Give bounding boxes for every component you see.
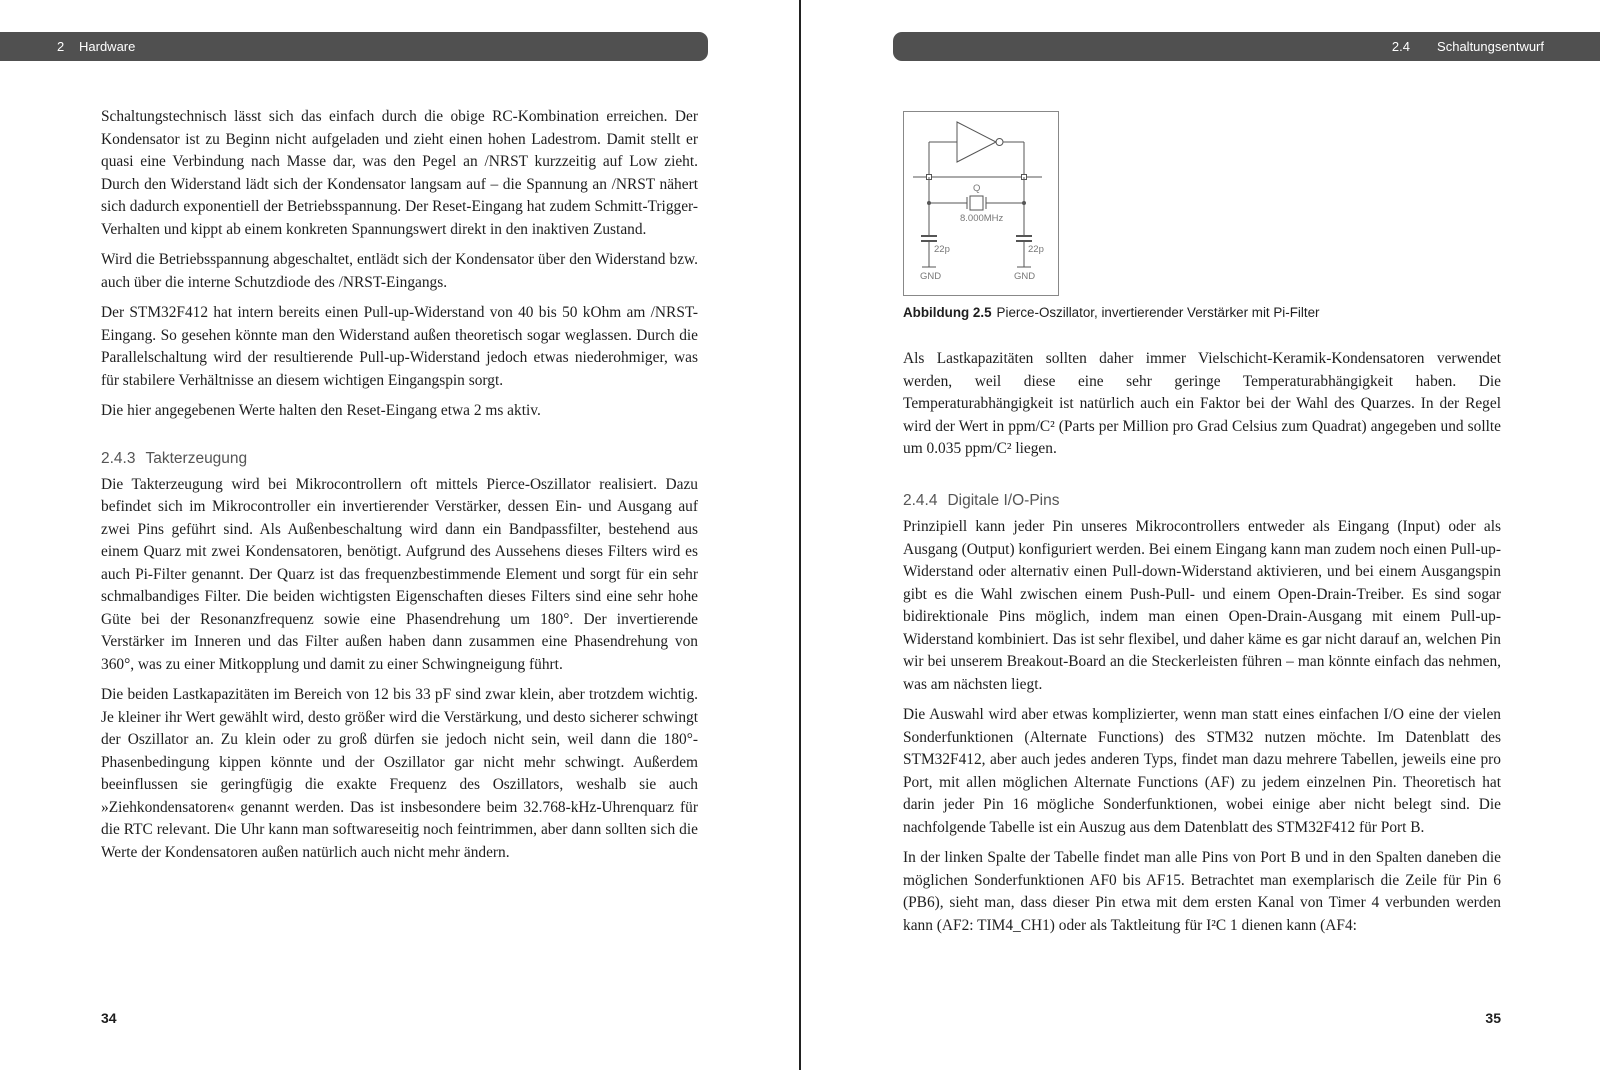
paragraph: Die Auswahl wird aber etwas komplizierter, wenn man statt eines einfachen I/O eine der vielen Sonderfunktionen (Alternate Functions) des STM32 nutzen möchte. Im Datenblatt des STM32F412, aber auch jedes anderen Typs, findet man dazu mehrere Tabellen, jeweils eine pro Port, mit allen möglichen Alternate Functions (AF) zu jedem einzelnen Pin. Theoretisch hat darin jeder Pin 16 mögliche Sonderfunktionen, wobei einige aber nicht belegt sind. Die nachfolgende Tabelle ist ein Auszug aus dem Datenblatt des STM32F412 für Port B. <box>903 706 1501 836</box>
running-header-left <box>0 32 708 61</box>
paragraph: Die Takterzeugung wird bei Mikrocontrollern oft mittels Pierce-Oszillator realisiert. Dazu befindet sich im Mikrocontroller ein invertierender Verstärker, dessen Ein- und Ausgang auf zwei Pins geführt sind. Als Außenbeschaltung wird dann ein Bandpassfilter, bestehend aus einem Quarz mit zwei Kondensatoren, benötigt. Aufgrund des Aussehens dieses Filters wird es auch Pi-Filter genannt. Der Quarz ist das frequenzbestimmende Element und sorgt für ein sehr schmalbandiges Filter. Die beiden wichtigsten Eigenschaften dieses Filters sind eine sehr hohe Güte bei der Resonanzfrequenz sowie eine Phasendrehung um 180°. Der invertierende Verstärker im Inneren und das Filter außen haben dann zusammen eine Phasendrehung von 360°, was zu einer Mitkopplung und damit zu einer Schwingneigung führt. <box>101 475 698 673</box>
section-number: 2.4 <box>1391 39 1410 54</box>
inverter-symbol <box>957 122 996 162</box>
section-number: 2.4.3 <box>101 449 136 467</box>
running-header-right <box>893 32 1600 61</box>
gnd-right-label: GND <box>1014 271 1036 282</box>
section-title: Digitale I/O-Pins <box>947 492 1060 509</box>
gnd-left-label: GND <box>920 271 942 282</box>
pierce-oscillator-figure <box>903 111 1059 296</box>
paragraph: Wird die Betriebsspannung abgeschaltet, entlädt sich der Kondensator über den Widerstand bzw. auch über die interne Schutzdiode des /NRST-Eingangs. <box>101 251 698 291</box>
paragraph: Schaltungstechnisch lässt sich das einfach durch die obige RC-Kombination erreichen. Der Kondensator ist zu Beginn nicht aufgeladen und zieht einen hohen Ladestrom. Damit stellt er quasi eine Verbindung nach Masse dar, was den Pegel an /NRST kurzzeitig auf Low zieht. Durch den Widerstand lädt sich der Kondensator langsam auf – die Spannung an /NRST nähert sich dadurch exponentiell der Betriebsspannung. Der Reset-Eingang hat zudem Schmitt-Trigger-Verhalten und kippt ab einem konkreten Spannungswert direkt in den inaktiven Zustand. <box>101 108 698 238</box>
section-heading <box>903 490 1501 512</box>
right-body-text-top <box>903 348 1501 469</box>
cap-left-label: 22p <box>934 244 950 255</box>
chapter-number: 2 <box>57 39 65 54</box>
paragraph: In der linken Spalte der Tabelle findet man alle Pins von Port B und in den Spalten daneben die möglichen Sonderfunktionen AF0 bis AF15. Betrachtet man exemplarisch die Zeile für Pin 6 (PB6), sieht man, dass dieser Pin etwa mit dem ersten Kanal von Timer 4 verbunden werden kann (AF2: TIM4_CH1) oder als Taktleitung für I²C 1 dienen kann (AF4: <box>903 849 1501 934</box>
right-body-text-bottom <box>903 490 1501 945</box>
paragraph: Die hier angegebenen Werte halten den Reset-Eingang etwa 2 ms aktiv. <box>101 402 541 419</box>
section-title: Takterzeugung <box>145 449 248 467</box>
crystal-label: Q <box>973 183 981 194</box>
section-number: 2.4.4 <box>903 492 938 509</box>
figure-label: Abbildung 2.5 <box>903 305 992 320</box>
paragraph: Die beiden Lastkapazitäten im Bereich von 12 bis 33 pF sind zwar klein, aber trotzdem wichtig. Je kleiner ihr Wert gewählt wird, desto größer wird die Verstärkung, und desto sicherer schwingt der Oszillator an. Zu klein oder zu groß dürfen sie jedoch nicht sein, weil dann die 180°-Phasenbedingung kippen könnte und der Oszillator gar nicht mehr schwingt. Außerdem beeinflussen sie geringfügig die exakte Frequenz des Oszillators, weshalb sie auch »Ziehkondensatoren« genannt werden. Das ist insbesondere beim 32.768-kHz-Uhrenquarz für die RTC relevant. Die Uhr kann man softwareseitig noch feintrimmen, aber dann sollten sich die Werte der Kondensatoren außen natürlich auch nicht mehr ändern. <box>101 686 698 861</box>
section-heading <box>101 448 698 470</box>
circuit-diagram <box>904 112 1058 295</box>
page-number: 34 <box>101 1010 117 1026</box>
page-number: 35 <box>1485 1010 1501 1026</box>
paragraph: Der STM32F412 hat intern bereits einen Pull-up-Widerstand von 40 bis 50 kOhm am /NRST-Eingang. So gesehen könnte man den Widerstand außen theoretisch sogar weglassen. Durch die Parallelschaltung wird der resultierende Pull-up-Widerstand jedoch etwas niederohmiger, was für stabilere Verhältnisse an diesem wichtigen Eingangspin sorgt. <box>101 304 698 389</box>
chapter-title: Hardware <box>79 39 136 54</box>
crystal-symbol <box>970 196 983 210</box>
figure-caption <box>903 303 1543 323</box>
frequency-label: 8.000MHz <box>960 213 1004 224</box>
left-body-text <box>101 106 698 872</box>
figure-caption-text: Pierce-Oszillator, invertierender Verstärker mit Pi-Filter <box>996 305 1320 320</box>
right-page <box>801 0 1600 1070</box>
paragraph: Als Lastkapazitäten sollten daher immer Vielschicht-Keramik-Kondensatoren verwendet werden, weil diese eine sehr geringe Temperaturabhängigkeit haben. Die Temperaturabhängigkeit ist natürlich auch ein Faktor bei der Wahl des Quarzes. In der Regel wird der Wert in ppm/C² (Parts per Million pro Grad Celsius zum Quadrat) angegeben und sollte um 0.035 ppm/C² liegen. <box>903 350 1501 457</box>
paragraph: Prinzipiell kann jeder Pin unseres Mikrocontrollers entweder als Eingang (Input) oder als Ausgang (Output) konfiguriert werden. Bei einem Eingang kann man zudem noch einen Pull-up-Widerstand oder alternativ einen Pull-down-Widerstand aktivieren, und bei einem Ausgangspin gibt es die Wahl zwischen einem Push-Pull- und einem Open-Drain-Treiber. Es sind sogar bidirektionale Pins möglich, indem man einen Open-Drain-Ausgang mit einem Pull-up-Widerstand kombiniert. Das ist sehr flexibel, und daher käme es gar nicht darauf an, welchen Pin wir bei unserem Breakout-Board an die Steckerleisten führen – man könnte einfach das nehmen, was am nächsten liegt. <box>903 518 1501 693</box>
section-title: Schaltungsentwurf <box>1437 39 1544 54</box>
cap-right-label: 22p <box>1028 244 1044 255</box>
